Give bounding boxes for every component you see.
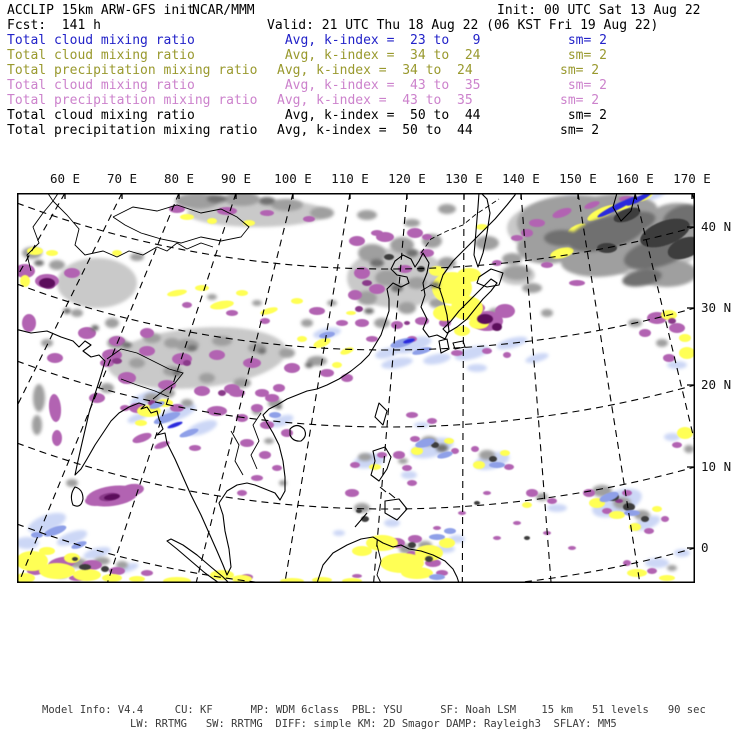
lon-tick-label: 140 E: [502, 171, 540, 186]
legend-sm: sm= 2: [560, 108, 607, 123]
lat-tick-label: 30 N: [701, 300, 732, 315]
init-time-label: Init: 00 UTC Sat 13 Aug 22: [497, 3, 701, 18]
legend-sm: sm= 2: [560, 78, 607, 93]
legend-variable: Total cloud mixing ratio: [7, 108, 195, 123]
lon-tick-label: 170 E: [673, 171, 711, 186]
legend-variable: Total precipitation mixing ratio: [7, 123, 258, 138]
lon-tick-label: 80 E: [163, 171, 195, 186]
lon-tick-label: 60 E: [49, 171, 81, 186]
legend-variable: Total precipitation mixing ratio: [7, 93, 258, 108]
lat-tick-label: 10 N: [701, 459, 732, 474]
valid-time-label: Valid: 21 UTC Thu 18 Aug 22 (06 KST Fri 19 Aug 22): [267, 18, 659, 33]
legend-sm: sm= 2: [560, 63, 600, 78]
legend-variable: Total cloud mixing ratio: [7, 78, 195, 93]
legend-row: [0, 93, 740, 108]
legend-sm: sm= 2: [560, 33, 607, 48]
institution-label: NCAR/MMM: [192, 3, 255, 18]
legend-row: [0, 48, 740, 63]
lon-tick-label: 120 E: [388, 171, 426, 186]
legend-row: [0, 108, 740, 123]
forecast-map: [17, 193, 695, 583]
lon-tick-label: 160 E: [616, 171, 654, 186]
legend-kindex: Avg, k-index = 43 to 35: [277, 93, 473, 108]
page-title: ACCLIP 15km ARW-GFS init: [7, 3, 195, 18]
legend-sm: sm= 2: [560, 123, 600, 138]
legend-kindex: Avg, k-index = 34 to 24: [277, 48, 481, 63]
forecast-hour-label: Fcst: 141 h: [7, 18, 101, 33]
lon-tick-label: 130 E: [445, 171, 483, 186]
legend-variable: Total precipitation mixing ratio: [7, 63, 258, 78]
lat-tick-label: 0: [701, 540, 709, 555]
lon-tick-label: 150 E: [559, 171, 597, 186]
lon-tick-label: 70 E: [106, 171, 138, 186]
legend-kindex: Avg, k-index = 43 to 35: [277, 78, 481, 93]
lon-tick-label: 90 E: [220, 171, 252, 186]
legend-kindex: Avg, k-index = 23 to 9: [277, 33, 481, 48]
legend-kindex: Avg, k-index = 50 to 44: [277, 108, 481, 123]
model-info-line1: Model Info: V4.4 CU: KF MP: WDM 6class PBL: YSU SF: Noah LSM 15 km 51 levels 90 sec: [42, 704, 706, 716]
lon-tick-label: 100 E: [274, 171, 312, 186]
legend-kindex: Avg, k-index = 50 to 44: [277, 123, 473, 138]
legend-variable: Total cloud mixing ratio: [7, 48, 195, 63]
map-canvas: [17, 193, 695, 583]
legend-row: [0, 63, 740, 78]
legend-sm: sm= 2: [560, 48, 607, 63]
legend-kindex: Avg, k-index = 34 to 24: [277, 63, 473, 78]
lat-tick-label: 20 N: [701, 377, 732, 392]
lat-tick-label: 40 N: [701, 219, 732, 234]
legend-sm: sm= 2: [560, 93, 600, 108]
legend-row: [0, 123, 740, 138]
legend-row: [0, 78, 740, 93]
model-info-line2: LW: RRTMG SW: RRTMG DIFF: simple KM: 2D Smagor DAMP: Rayleigh3 SFLAY: MM5: [130, 718, 617, 730]
legend-variable: Total cloud mixing ratio: [7, 33, 195, 48]
lon-tick-label: 110 E: [331, 171, 369, 186]
legend-row: [0, 33, 740, 48]
